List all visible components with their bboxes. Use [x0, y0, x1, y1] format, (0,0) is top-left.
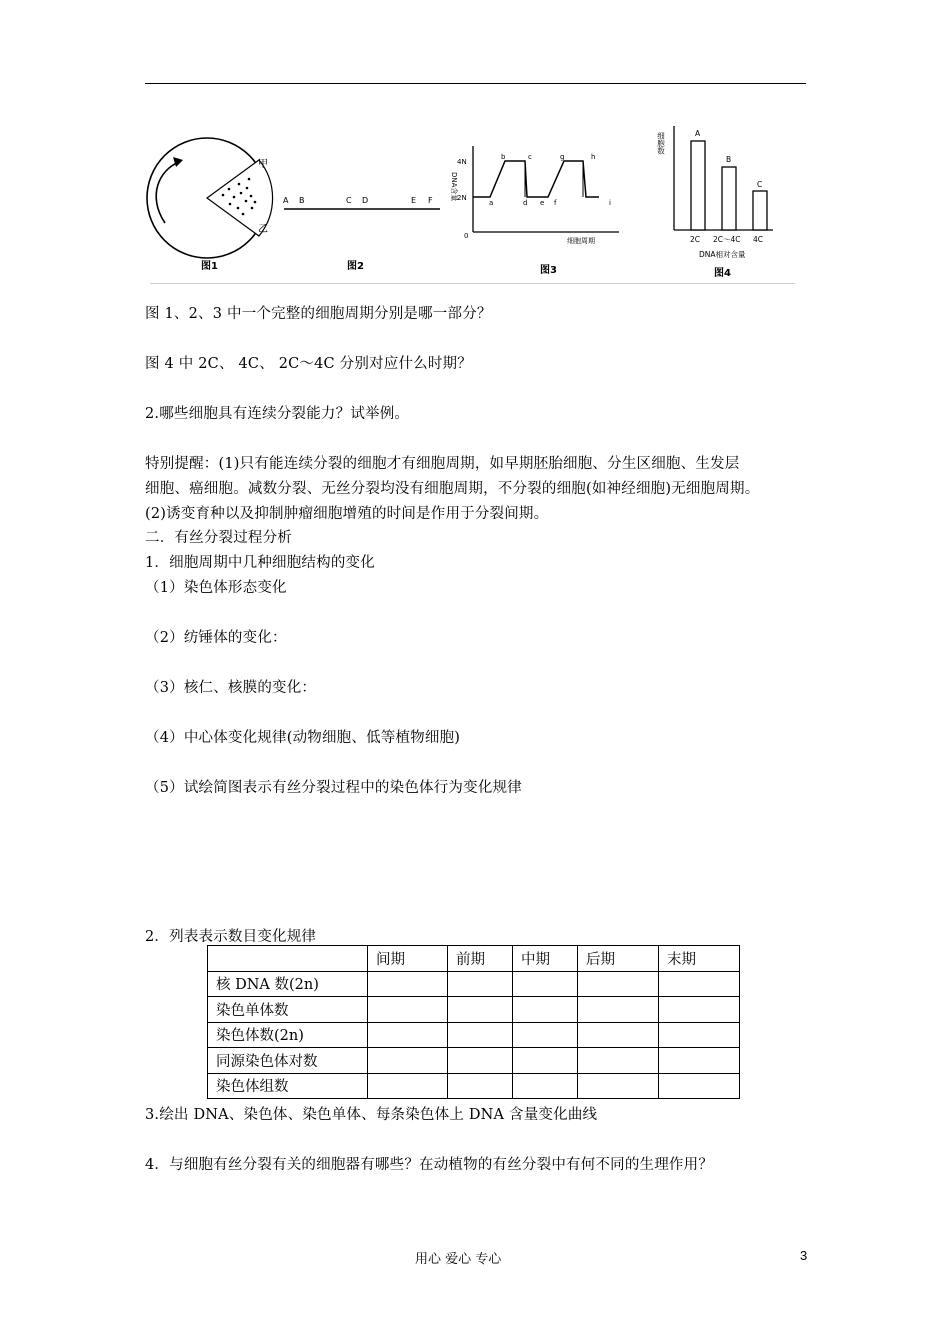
cell-cycle-figures	[143, 118, 798, 288]
row-label: 染色单体数	[208, 997, 368, 1023]
subsection-4: 4．与细胞有丝分裂有关的细胞器有哪些？在动植物的有丝分裂中有何不同的生理作用？	[145, 1157, 714, 1173]
fig2-point-a: A	[283, 196, 289, 205]
subsection-1-1: （1）染色体形态变化	[145, 580, 287, 596]
fig2-point-c: C	[346, 196, 352, 205]
fig3-point-b: b	[501, 153, 506, 161]
table-header-cell	[208, 946, 368, 972]
fig4-tick-2c: 2C	[690, 235, 701, 244]
label-jia: 甲	[258, 159, 268, 170]
figure-4	[656, 126, 773, 279]
subsection-2: 2．列表表示数目变化规律	[145, 929, 317, 945]
fig3-point-g: g	[560, 153, 565, 161]
fig4-tick-4c: 4C	[753, 235, 764, 244]
subsection-1-4: （4）中心体变化规律(动物细胞、低等植物细胞)	[145, 730, 461, 746]
fig2-point-f: F	[428, 196, 433, 205]
fig3-origin: 0	[464, 232, 469, 240]
fig2-point-d: D	[362, 196, 369, 205]
fig3-xlabel: 细胞周期	[567, 237, 595, 245]
row-label: 核 DNA 数(2n)	[208, 971, 368, 997]
question-3: 2.哪些细胞具有连续分裂能力？试举例。	[145, 406, 410, 422]
subsection-1-5: （5）试绘简图表示有丝分裂过程中的染色体行为变化规律	[145, 780, 522, 796]
direction-arrow	[156, 162, 179, 223]
table-row	[208, 1073, 740, 1099]
table-row	[208, 997, 740, 1023]
fig4-bar-a-label: A	[695, 129, 701, 138]
fig3-point-a: a	[489, 199, 494, 207]
fig4-bar-c-label: C	[757, 180, 763, 189]
fig4-bar-a	[691, 141, 705, 230]
header-rule	[145, 83, 806, 84]
table-header-cell: 末期	[659, 946, 740, 972]
subsection-1-2: （2）纺锤体的变化：	[145, 630, 287, 646]
fig4-caption: 图4	[714, 268, 731, 279]
tip-line-3: (2)诱变育种以及抑制肿瘤细胞增殖的时间是作用于分裂间期。	[145, 506, 549, 522]
fig3-point-h: h	[591, 153, 596, 161]
fig2-point-b: B	[299, 196, 305, 205]
fig4-tick-2c-4c: 2C～4C	[713, 235, 741, 244]
fig3-caption: 图3	[540, 265, 557, 276]
fig3-dna-curve	[473, 161, 599, 197]
row-label: 同源染色体对数	[208, 1048, 368, 1074]
section-2-heading: 二．有丝分裂过程分析	[145, 530, 292, 546]
figure-bottom-rule	[150, 283, 795, 284]
fig3-point-f: f	[554, 199, 557, 207]
question-2: 图 4 中 2C、 4C、 2C～4C 分别对应什么时期？	[145, 356, 472, 372]
subsection-1-3: （3）核仁、核膜的变化：	[145, 680, 317, 696]
fig1-caption: 图1	[201, 261, 218, 272]
footer-text: 用心 爱心 专心	[415, 1252, 502, 1267]
fig3-point-e: e	[540, 199, 545, 207]
fig3-ytick-2n: 2N	[457, 194, 467, 202]
fig3-point-i: i	[609, 199, 611, 207]
figure-panel	[143, 118, 798, 288]
page-number: 3	[800, 1248, 808, 1263]
tip-line-1: 特别提醒：(1)只有能连续分裂的细胞才有细胞周期，如早期胚胎细胞、分生区细胞、生发层	[145, 456, 740, 472]
table-row	[208, 1022, 740, 1048]
figure-2	[283, 196, 440, 272]
fig4-bar-b-label: B	[726, 155, 732, 164]
arrow-head	[173, 157, 183, 167]
row-label: 染色体数(2n)	[208, 1022, 368, 1048]
table-header-cell: 后期	[578, 946, 659, 972]
number-change-table	[207, 945, 740, 1099]
fig4-xlabel: DNA相对含量	[699, 250, 746, 259]
table-header-cell: 间期	[368, 946, 448, 972]
fig4-ylabel: 细胞数	[656, 132, 666, 155]
tip-line-2: 细胞、癌细胞。减数分裂、无丝分裂均没有细胞周期，不分裂的细胞(如神经细胞)无细胞周期。	[145, 481, 760, 497]
subsection-3: 3.绘出 DNA、染色体、染色单体、每条染色体上 DNA 含量变化曲线	[145, 1107, 598, 1123]
fig3-ylabel: DNA含量	[450, 172, 458, 202]
figure-3	[450, 146, 619, 276]
fig4-bar-c	[753, 191, 767, 230]
fig3-ytick-4n: 4N	[457, 158, 467, 166]
question-1: 图 1、2、3 中一个完整的细胞周期分别是哪一部分？	[145, 306, 492, 322]
label-yi: 乙	[258, 224, 268, 235]
table-row	[208, 1048, 740, 1074]
fig2-point-e: E	[411, 196, 417, 205]
subsection-1: 1．细胞周期中几种细胞结构的变化	[145, 555, 375, 571]
fig4-bar-b	[722, 167, 736, 230]
table-header-cell: 前期	[448, 946, 513, 972]
fig3-point-d: d	[523, 199, 528, 207]
row-label: 染色体组数	[208, 1073, 368, 1099]
fig3-point-c: c	[528, 153, 532, 161]
fig2-caption: 图2	[347, 261, 364, 272]
figure-1	[147, 138, 273, 272]
table-header-row	[208, 946, 740, 972]
table-row	[208, 971, 740, 997]
table-header-cell: 中期	[513, 946, 578, 972]
